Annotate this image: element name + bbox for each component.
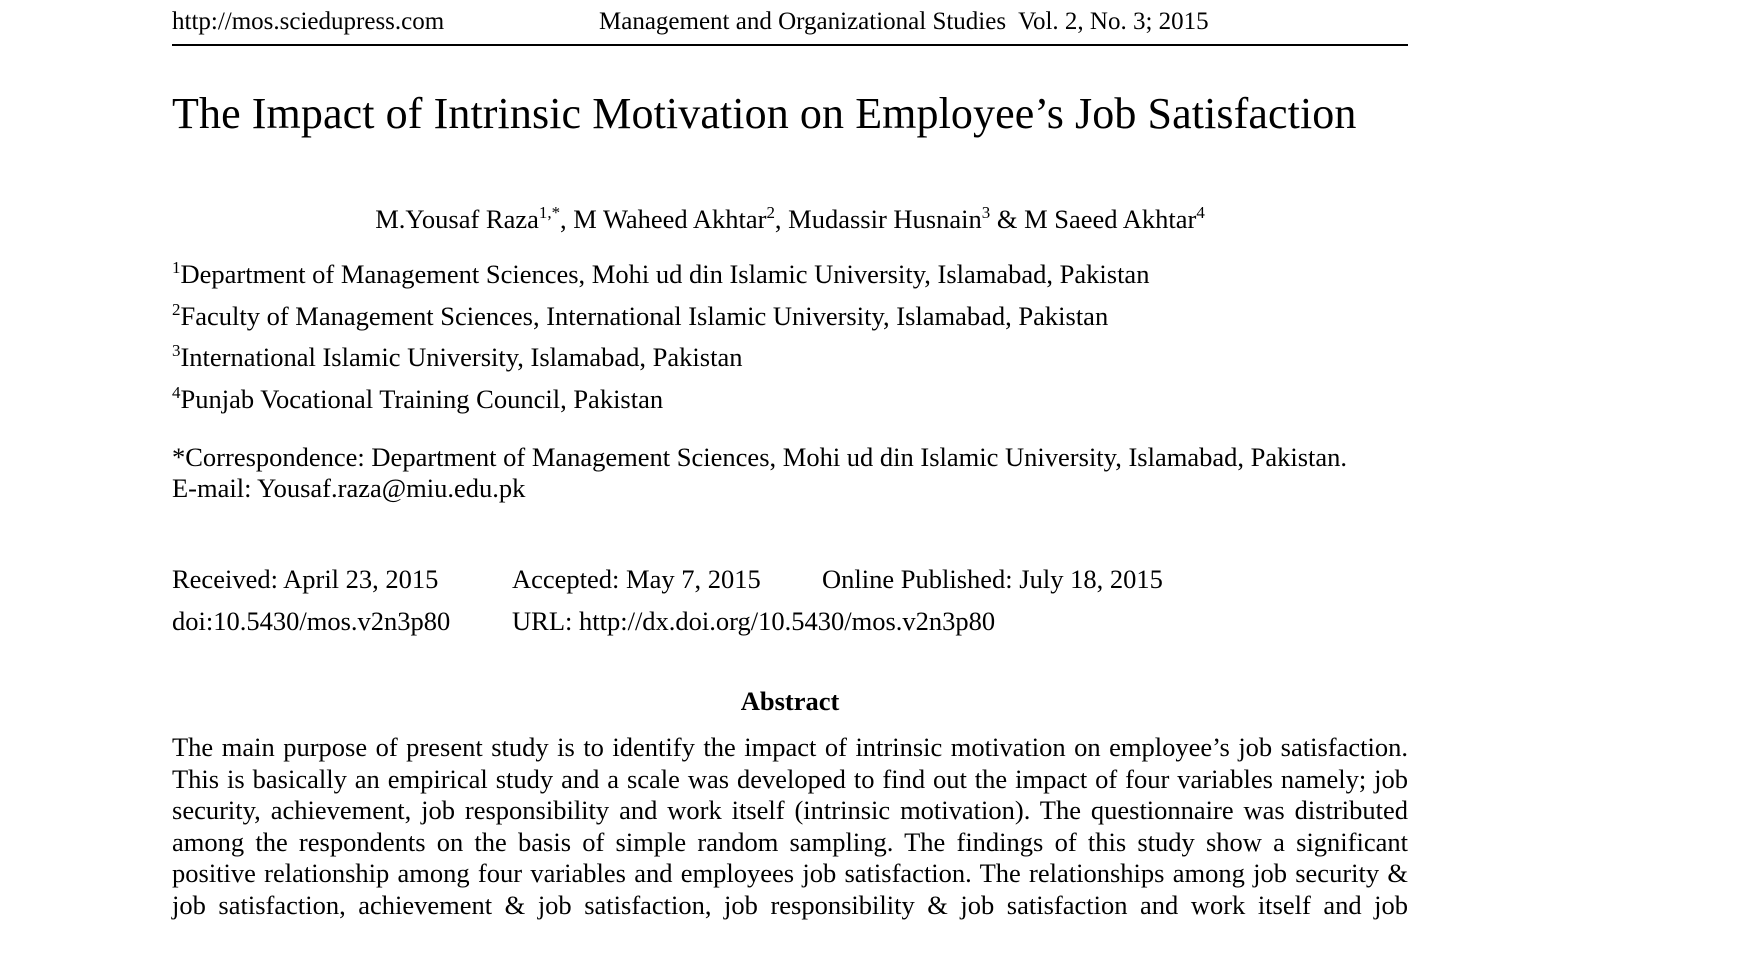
affiliation-item — [172, 254, 1408, 296]
author-marker-2: 2 — [766, 203, 775, 223]
article-title: The Impact of Intrinsic Motivation on Employee’s Job Satisfaction — [172, 89, 1357, 138]
affiliation-text: Punjab Vocational Training Council, Pakistan — [180, 383, 664, 414]
correspondence-block — [172, 442, 1408, 504]
abstract-heading: Abstract — [740, 686, 840, 717]
affiliation-marker: 4 — [172, 383, 181, 403]
publication-dates-row — [172, 558, 1408, 600]
affiliation-text: Faculty of Management Sciences, International Islamic University, Islamabad, Pakistan — [180, 300, 1109, 331]
abstract-body: The main purpose of present study is to identify the impact of intrinsic motivation on employee’s job satisfaction. This is basically an empirical study and a scale was developed to find out the impact of four variables namely; job security, achievement, job responsibility and work itself (intrinsic motivation). The questionnaire was distributed among the respondents on the basis of simple random sampling. The findings of this study show a significant positive relationship among four variables and employees job satisfaction. The relationships among job security & job satisfaction, achievement & job satisfaction, job responsibility & job satisfaction and work itself and job — [172, 732, 1408, 920]
correspondence-text: *Correspondence: Department of Management Sciences, Mohi ud din Islamic University, Islamabad, Pakistan. — [172, 442, 1348, 473]
author-marker-4: 4 — [1196, 203, 1205, 223]
author-name-1: M.Yousaf Raza — [375, 203, 539, 234]
affiliation-item — [172, 379, 1408, 421]
author-marker-3: 3 — [981, 203, 991, 223]
running-head-journal-info: Management and Organizational Studies Vol. 2, No. 3; 2015 — [599, 8, 1209, 35]
author-name-2: M Waheed Akhtar — [573, 203, 767, 234]
affiliation-marker: 1 — [172, 258, 181, 278]
affiliation-item — [172, 337, 1408, 379]
affiliation-list — [172, 254, 1408, 420]
accepted-date: Accepted: May 7, 2015 — [512, 564, 761, 595]
author-separator-3: & — [990, 203, 1025, 234]
publication-meta — [172, 558, 1408, 642]
author-marker-1: 1,* — [538, 203, 561, 223]
affiliation-marker: 3 — [172, 341, 181, 361]
affiliation-text: Department of Management Sciences, Mohi ud din Islamic University, Islamabad, Pakistan — [180, 259, 1150, 290]
online-published-date: Online Published: July 18, 2015 — [822, 564, 1163, 595]
affiliation-text: International Islamic University, Islamabad, Pakistan — [180, 342, 743, 373]
doi-text: doi:10.5430/mos.v2n3p80 — [172, 606, 451, 637]
author-separator-1: , — [560, 203, 574, 234]
affiliation-item — [172, 296, 1408, 338]
affiliation-marker: 2 — [172, 300, 181, 320]
running-head-url: http://mos.sciedupress.com — [172, 8, 445, 35]
correspondence-email: E-mail: Yousaf.raza@miu.edu.pk — [172, 473, 526, 504]
author-list — [172, 202, 1408, 236]
author-name-3: Mudassir Husnain — [788, 203, 982, 234]
identifier-row — [172, 600, 1408, 642]
author-name-4: M Saeed Akhtar — [1024, 203, 1197, 234]
page-content-column — [172, 0, 1408, 921]
running-head — [172, 0, 1408, 46]
received-date: Received: April 23, 2015 — [172, 564, 439, 595]
doi-url[interactable]: URL: http://dx.doi.org/10.5430/mos.v2n3p80 — [512, 606, 996, 637]
author-separator-2: , — [774, 203, 789, 234]
